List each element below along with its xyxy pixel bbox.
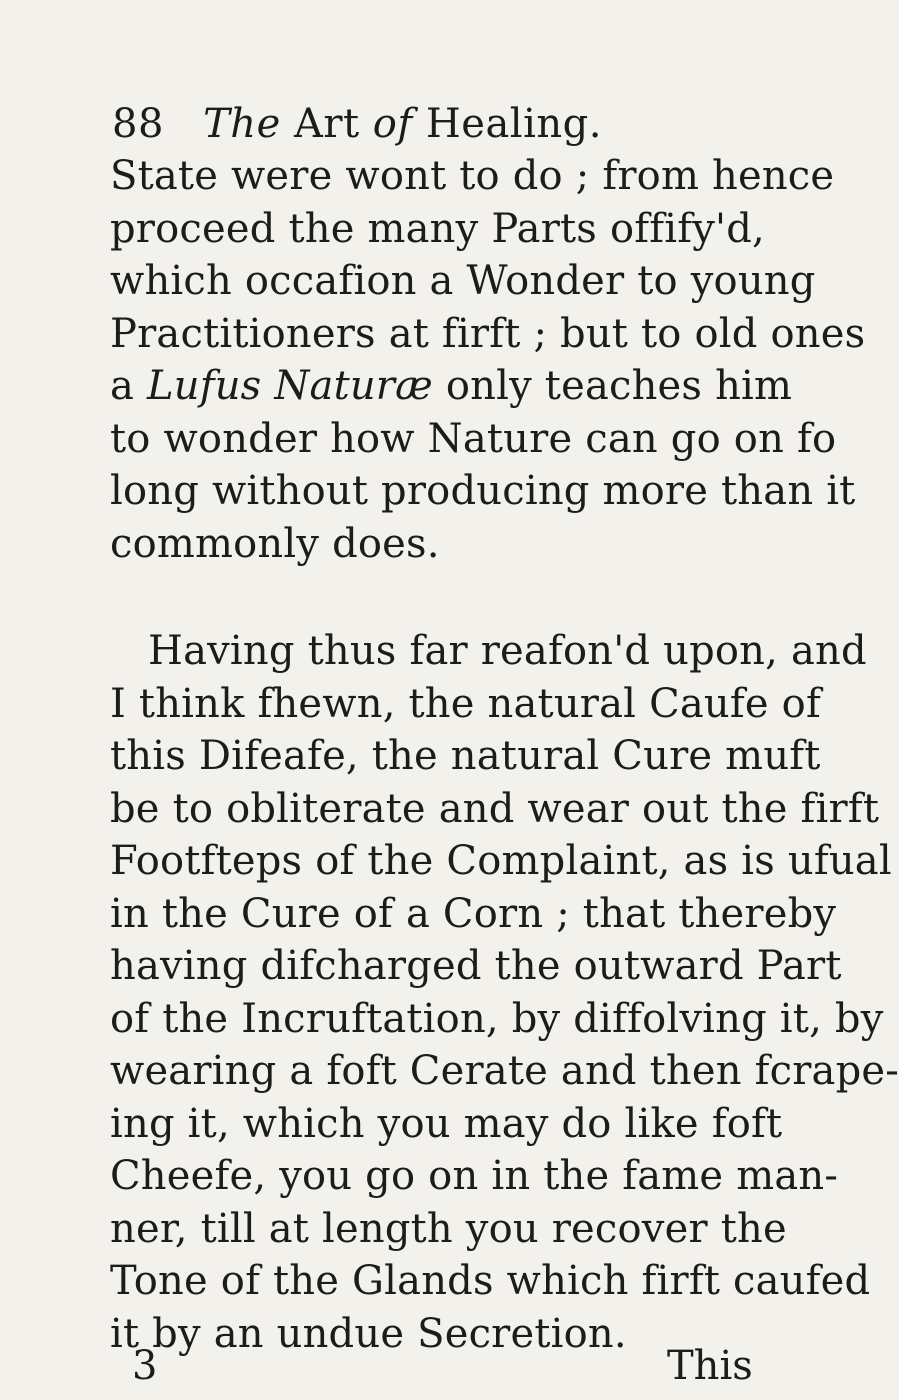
signature-mark: 3 [132, 1343, 158, 1389]
text-line: which occafion a Wonder to young [110, 258, 816, 304]
text-line: Having thus far reafon'd upon, and [148, 628, 867, 674]
text-line: be to obliterate and wear out the firft [110, 785, 880, 832]
page-number: 88 [112, 101, 164, 147]
header-title-the: The [203, 101, 281, 147]
paragraph-1 [110, 150, 865, 570]
text-line: it by an undue Secretion. [110, 1310, 627, 1357]
text-line: ner, till at length you recover the [110, 1205, 787, 1252]
text-line: long without producing more than it [110, 468, 856, 514]
text-line: wearing a foft Cerate and then fcrape- [110, 1048, 899, 1094]
text-line: this Difeafe, the natural Cure muft [110, 733, 821, 779]
text-line: I think fhewn, the natural Caufe of [110, 680, 821, 727]
header-title-healing: Healing. [425, 101, 602, 147]
text-line: Tone of the Glands which firft caufed [110, 1258, 871, 1304]
running-header [112, 100, 602, 148]
text-line: Cheefe, you go on in the fame man- [110, 1153, 839, 1199]
text-line [110, 360, 865, 413]
header-title-art: Art [293, 101, 360, 147]
text-line: Footfteps of the Complaint, as is ufual [110, 838, 892, 884]
catchword: This [667, 1343, 753, 1389]
header-title-of: of [372, 101, 413, 147]
text-line: commonly does. [110, 520, 440, 567]
text-fragment: a [110, 363, 135, 409]
text-line: to wonder how Nature can go on fo [110, 415, 837, 462]
text-line: State were wont to do ; from hence [110, 153, 835, 199]
italic-phrase: Lufus Naturæ [146, 363, 433, 409]
text-line: ing it, which you may do like foft [110, 1100, 783, 1147]
text-line: having difcharged the outward Part [110, 943, 842, 989]
text-line: proceed the many Parts offify'd, [110, 205, 765, 252]
paragraph-2 [110, 625, 899, 1360]
text-line: Practitioners at firft ; but to old ones [110, 310, 866, 357]
text-line: of the Incruftation, by diffolving it, by [110, 995, 884, 1042]
text-fragment: only teaches him [445, 363, 793, 409]
text-line: in the Cure of a Corn ; that thereby [110, 890, 837, 937]
